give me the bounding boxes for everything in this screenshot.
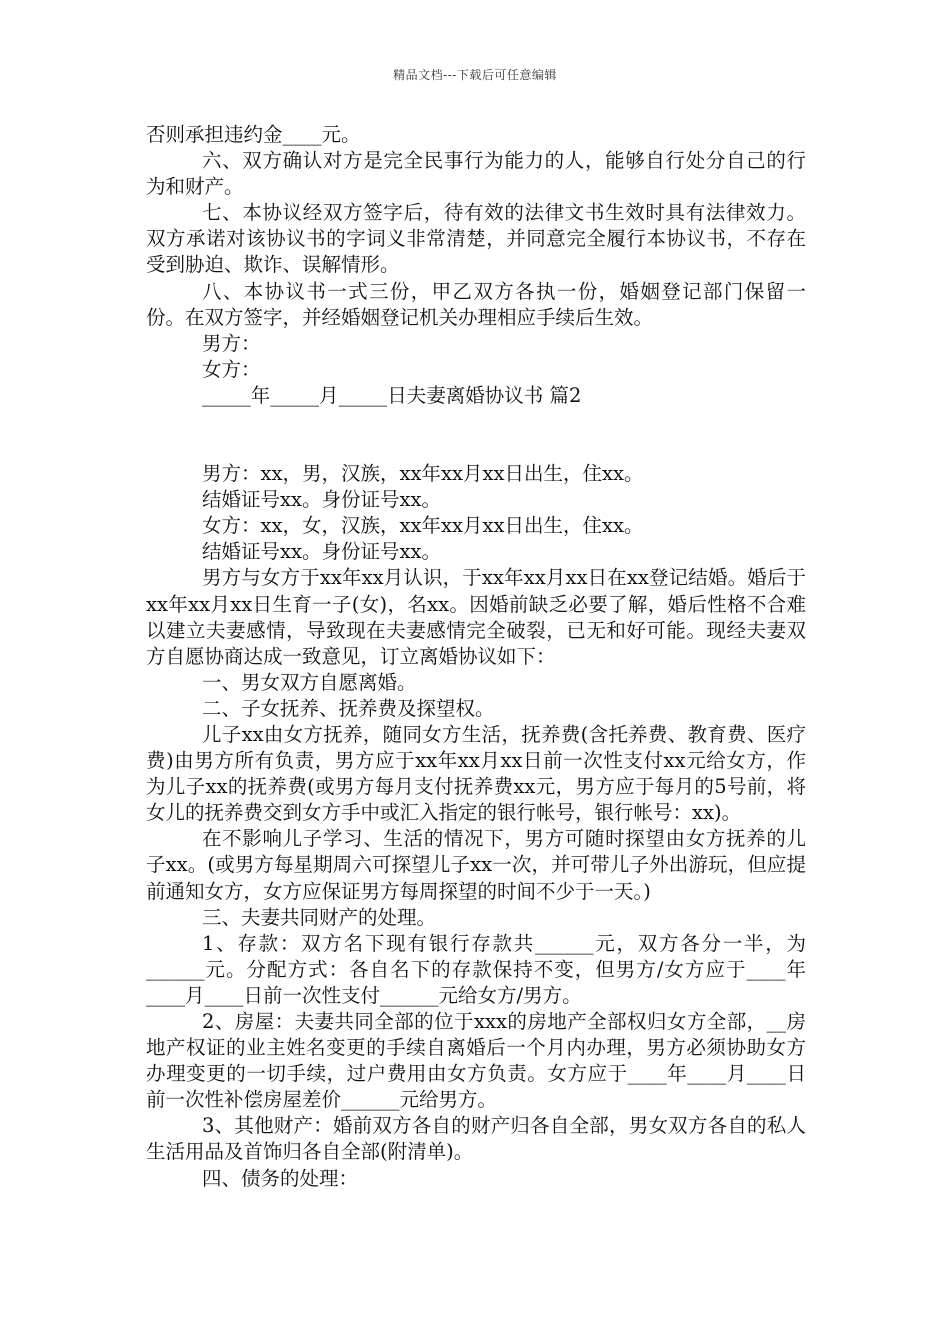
signature-female: 女方： — [202, 357, 261, 381]
paragraph-penalty: 否则承担违约金____元。 — [146, 123, 361, 146]
paragraph-clause-8: 八、本协议书一式三份，甲乙双方各执一份，婚姻登记部门保留一份。在双方签字，并经婚姻登记机关办理相应手续后生效。 — [146, 279, 806, 329]
paragraph-background: 男方与女方于xx年xx月认识，于xx年xx月xx日在xx登记结婚。婚后于xx年xx月xx日生育一子(女)，名xx。因婚前缺乏必要了解，婚后性格不合难以建立夫妻感情，导致现在夫妻感情完全破裂，已无和好可能。现经夫妻双方自愿协商达成一致意见，订立离婚协议如下： — [146, 566, 806, 668]
paragraph-house: 2、房屋：夫妻共同全部的位于xxx的房地产全部权归女方全部，__房地产权证的业主姓名变更的手续自离婚后一个月内办理，男方必须协助女方办理变更的一切手续，过户费用由女方负责。女方应于____年____月____日前一次性补偿房屋差价______元给男方。 — [146, 1010, 806, 1112]
paragraph-item-2-heading: 二、子女抚养、抚养费及探望权。 — [202, 696, 495, 720]
party-female-info: 女方：xx，女，汉族，xx年xx月xx日出生，住xx。 — [202, 514, 644, 538]
paragraph-clause-7: 七、本协议经双方签字后，待有效的法律文书生效时具有法律效力。双方承诺对该协议书的字词义非常清楚，并同意完全履行本协议书，不存在受到胁迫、欺诈、误解情形。 — [146, 201, 806, 277]
party-male-ids: 结婚证号xx。身份证号xx。 — [202, 488, 441, 512]
paragraph-child-support: 儿子xx由女方抚养，随同女方生活，抚养费(含托养费、教育费、医疗费)由男方所有负责，男方应于xx年xx月xx日前一次性支付xx元给女方，作为儿子xx的抚养费(或男方每月支付抚养费xx元，男方应于每月的5号前，将女儿的抚养费交到女方手中或汇入指定的银行帐号，银行帐号：xx)。 — [146, 722, 806, 825]
paragraph-clause-6: 六、双方确认对方是完全民事行为能力的人，能够自行处分自己的行为和财产。 — [146, 149, 806, 199]
date-and-title-part-2: _____年_____月_____日夫妻离婚协议书 篇2 — [202, 383, 582, 407]
signature-male: 男方： — [202, 331, 261, 355]
paragraph-item-4-heading: 四、债务的处理： — [202, 1166, 359, 1190]
paragraph-visitation: 在不影响儿子学习、生活的情况下，男方可随时探望由女方抚养的儿子xx。(或男方每星期周六可探望儿子xx一次，并可带儿子外出游玩，但应提前通知女方，女方应保证男方每周探望的时间不少于一天。) — [146, 827, 806, 903]
party-male-info: 男方：xx，男，汉族，xx年xx月xx日出生，住xx。 — [202, 462, 644, 486]
section-gap — [146, 409, 806, 461]
paragraph-deposits: 1、存款：双方名下现有银行存款共______元，双方各分一半，为______元。分配方式：各自名下的存款保持不变，但男方/女方应于____年____月____日前一次性支付______元给女方/男方。 — [146, 931, 806, 1007]
page-header: 精品文档---下载后可任意编辑 — [393, 68, 557, 82]
paragraph-item-3-heading: 三、夫妻共同财产的处理。 — [202, 905, 437, 929]
paragraph-other-property: 3、其他财产：婚前双方各自的财产归各自全部，男女双方各自的私人生活用品及首饰归各自全部(附清单)。 — [146, 1114, 806, 1164]
document-body — [146, 122, 806, 1192]
paragraph-item-1: 一、男女双方自愿离婚。 — [202, 670, 417, 694]
party-female-ids: 结婚证号xx。身份证号xx。 — [202, 540, 441, 564]
